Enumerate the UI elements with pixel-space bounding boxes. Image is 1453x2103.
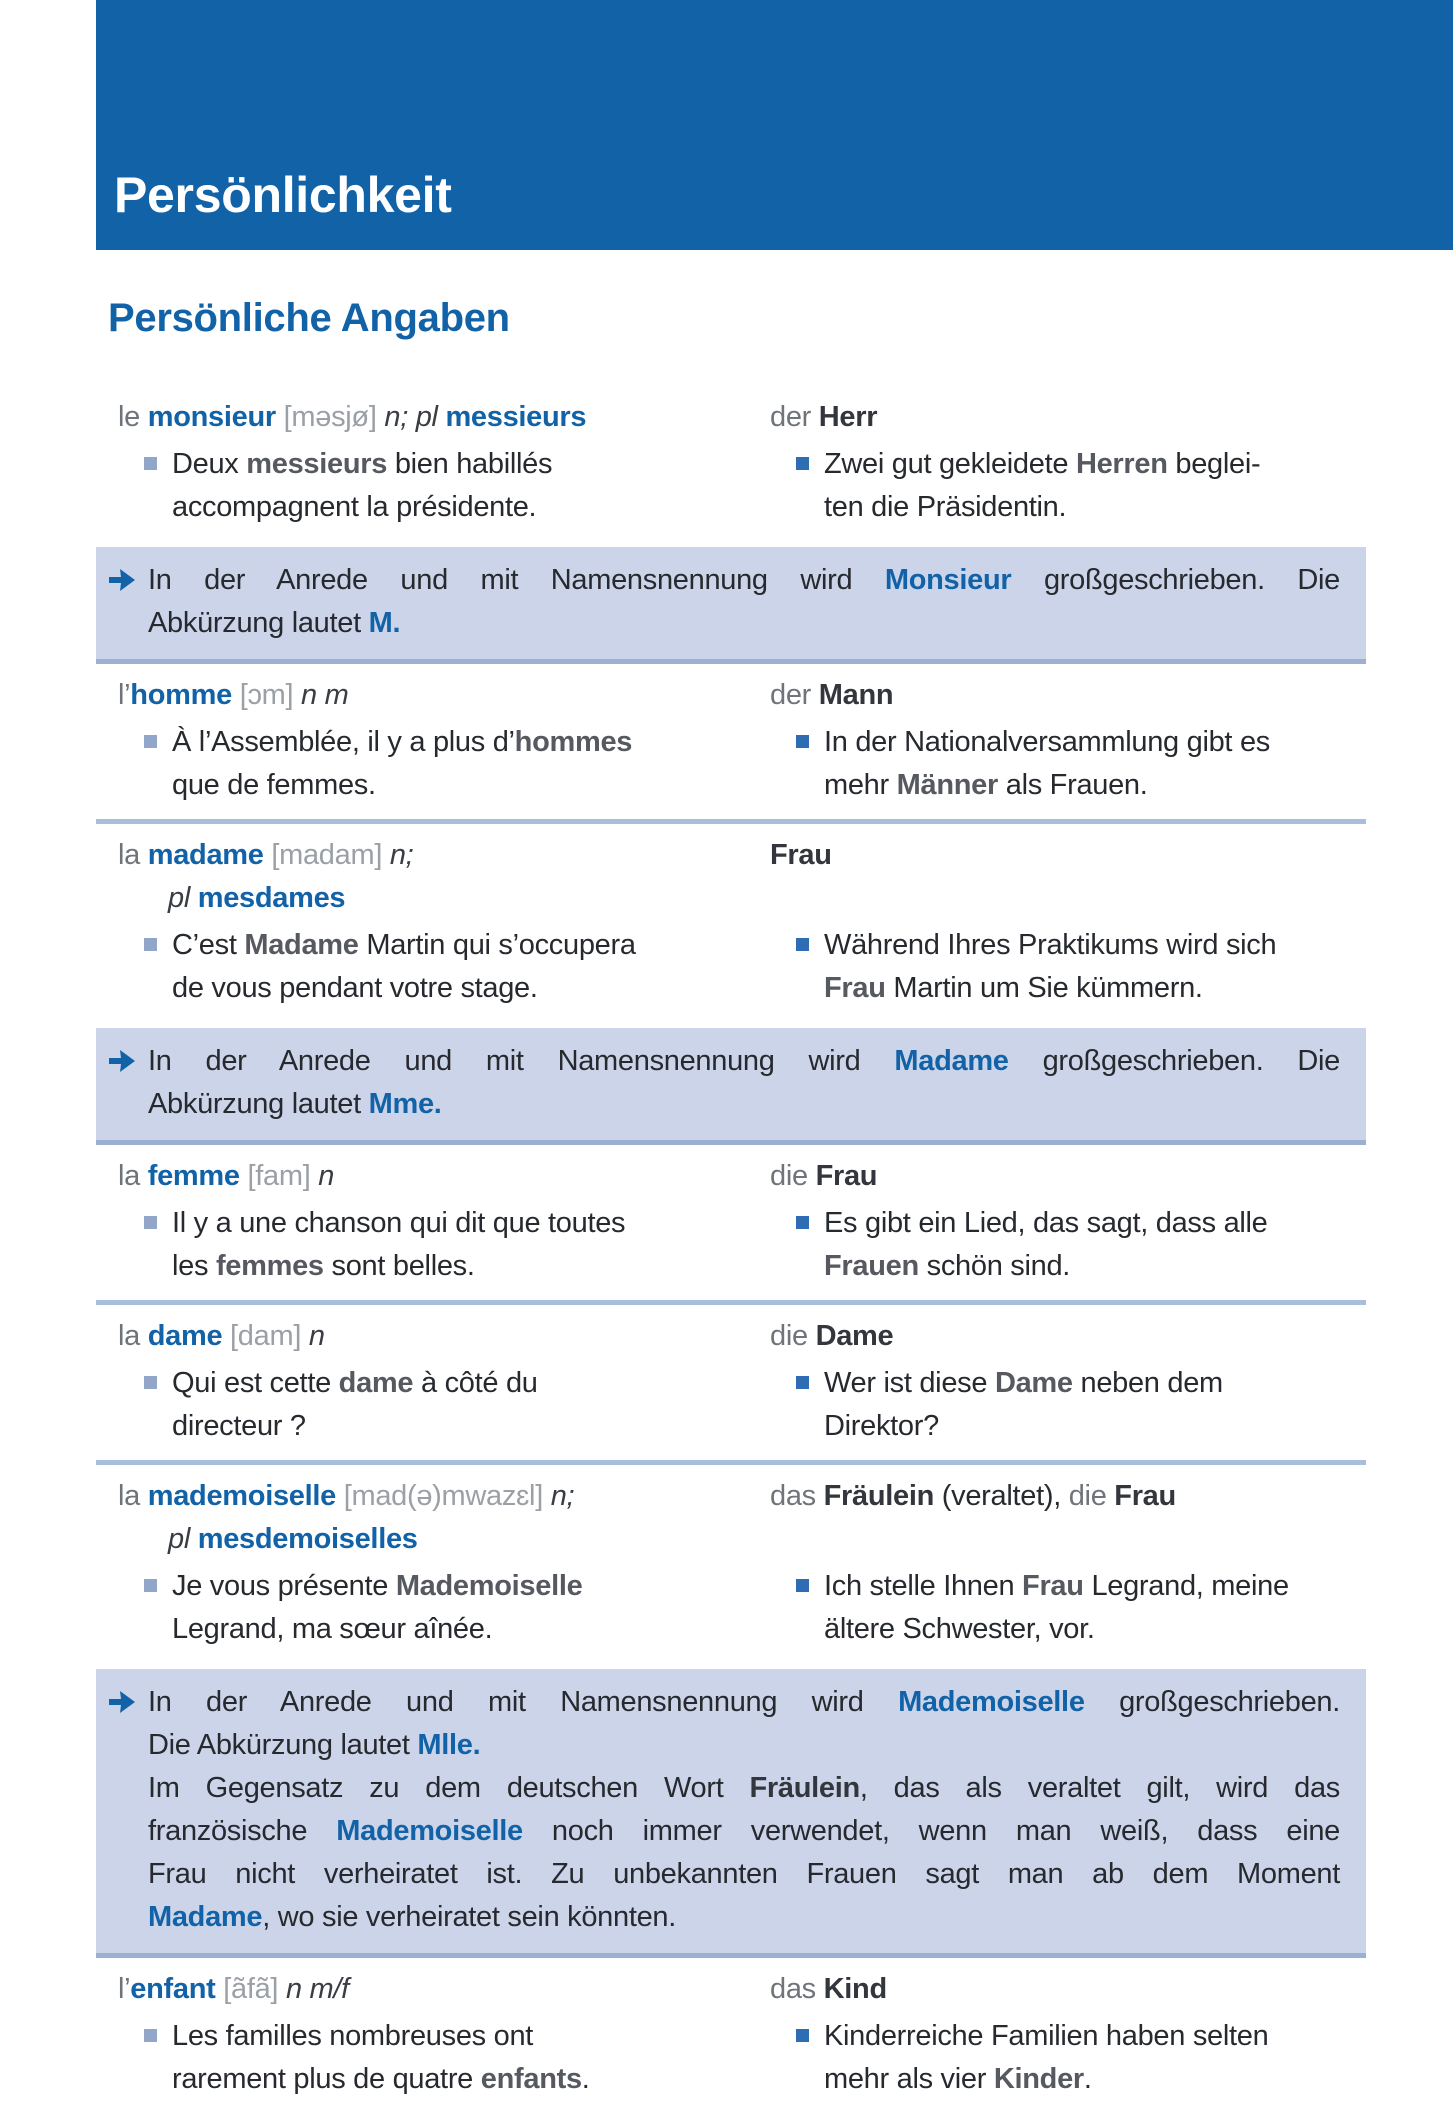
text-segment: Mme. xyxy=(368,1088,442,1120)
text-segment: Mademoiselle xyxy=(898,1686,1085,1718)
example-line xyxy=(118,443,748,486)
text-segment: messieurs xyxy=(445,401,587,433)
text-segment: Fräulein xyxy=(749,1772,860,1804)
text-segment: le xyxy=(118,401,148,433)
dictionary-entry xyxy=(96,1145,1366,1300)
headword-line xyxy=(770,1155,1366,1198)
note-line xyxy=(148,1853,1340,1896)
text-segment: Abkürzung lautet xyxy=(148,1088,369,1120)
text-segment: schön sind. xyxy=(918,1250,1071,1282)
text-segment: la xyxy=(118,1480,148,1512)
text-segment: Les familles nombreuses ont xyxy=(172,2020,534,2052)
example-line xyxy=(770,721,1366,764)
text-segment: C’est xyxy=(172,929,245,961)
note-text xyxy=(148,559,1340,645)
text-segment: Ich stelle Ihnen xyxy=(824,1570,1023,1602)
entry-column-de xyxy=(770,1968,1366,2101)
example-line xyxy=(118,1202,748,1245)
entry-column-fr xyxy=(118,1475,748,1651)
example-block xyxy=(118,1565,748,1651)
square-bullet-icon xyxy=(144,1579,157,1592)
entry-column-de xyxy=(770,834,1366,1010)
text-segment: Dame xyxy=(815,1320,894,1352)
headword-line xyxy=(118,1155,748,1198)
text-segment: Wer ist diese xyxy=(824,1367,995,1399)
text-segment: mehr xyxy=(824,769,897,801)
text-segment: femmes xyxy=(215,1250,324,1282)
text-segment: mademoiselle xyxy=(147,1480,336,1512)
text-segment: großgeschrieben. Die xyxy=(1008,1045,1340,1077)
chapter-header-bar xyxy=(96,0,1453,250)
example-block xyxy=(118,721,748,807)
note-line xyxy=(148,1810,1340,1853)
headword-line xyxy=(118,674,748,717)
text-segment: enfants xyxy=(480,2063,582,2095)
example-line xyxy=(118,1608,748,1651)
text-segment: [mad(ə)mwazɛl] xyxy=(335,1480,551,1512)
text-segment: Mademoiselle xyxy=(336,1815,523,1847)
text-segment: Martin um Sie kümmern. xyxy=(885,972,1203,1004)
text-segment: [ãfã] xyxy=(215,1973,286,2005)
text-segment: la xyxy=(118,1320,148,1352)
example-block xyxy=(118,924,748,1010)
note-line xyxy=(148,559,1340,602)
example-line xyxy=(770,764,1366,807)
text-segment: Frau xyxy=(824,972,886,1004)
headword-line xyxy=(118,396,748,439)
text-segment: noch immer verwendet, wenn man weiß, dass eine xyxy=(522,1815,1340,1847)
text-segment: n xyxy=(308,1320,325,1352)
example-line xyxy=(118,721,748,764)
example-line xyxy=(770,2015,1366,2058)
square-bullet-icon xyxy=(796,938,809,951)
headword-line xyxy=(770,674,1366,717)
note-arrow-icon xyxy=(108,1681,148,1939)
text-segment: [məsjø] xyxy=(275,401,385,433)
entry-column-fr xyxy=(118,834,748,1010)
dictionary-entry xyxy=(96,1305,1366,1460)
text-segment: hommes xyxy=(514,726,633,758)
text-segment: Kinder xyxy=(993,2063,1084,2095)
example-block xyxy=(770,443,1366,529)
section-title: Persönliche Angaben xyxy=(108,296,510,340)
text-segment: Herr xyxy=(818,401,878,433)
text-segment: (veraltet), xyxy=(934,1480,1069,1512)
square-bullet-icon xyxy=(796,1579,809,1592)
example-block xyxy=(118,1202,748,1288)
text-segment: M. xyxy=(368,607,401,639)
text-segment: Frau xyxy=(1022,1570,1084,1602)
text-segment: Qui est cette xyxy=(172,1367,339,1399)
text-segment: Frau nicht verheiratet ist. Zu unbekannten Frauen sagt man ab dem Moment xyxy=(148,1858,1340,1890)
example-block xyxy=(118,443,748,529)
content xyxy=(96,386,1366,2103)
entry-column-de xyxy=(770,674,1366,807)
text-segment: Madame xyxy=(244,929,359,961)
example-line xyxy=(770,967,1366,1010)
text-segment: enfant xyxy=(130,1973,216,2005)
text-segment: À l’Assemblée, il y a plus d’ xyxy=(172,726,515,758)
text-segment: madame xyxy=(147,839,264,871)
example-line xyxy=(770,1608,1366,1651)
text-segment: Die Abkürzung lautet xyxy=(148,1729,418,1761)
square-bullet-icon xyxy=(796,457,809,470)
example-line xyxy=(770,924,1366,967)
note-line xyxy=(148,1767,1340,1810)
text-segment: . xyxy=(1083,2063,1092,2095)
note-line xyxy=(148,1724,1340,1767)
text-segment: [fam] xyxy=(239,1160,319,1192)
info-note-box xyxy=(96,1028,1366,1145)
entry-column-fr xyxy=(118,396,748,529)
example-block xyxy=(770,1362,1366,1448)
example-block xyxy=(770,2015,1366,2101)
square-bullet-icon xyxy=(796,735,809,748)
text-segment: sont belles. xyxy=(323,1250,475,1282)
example-line xyxy=(770,486,1366,529)
entry-column-de xyxy=(770,1315,1366,1448)
example-line xyxy=(118,1362,748,1405)
text-segment: Im Gegensatz zu dem deutschen Wort xyxy=(148,1772,750,1804)
text-segment: dame xyxy=(147,1320,223,1352)
text-segment: . xyxy=(581,2063,590,2095)
info-note-box xyxy=(96,1669,1366,1958)
note-line xyxy=(148,1896,1340,1939)
headword-line xyxy=(118,1475,748,1518)
text-segment: ten die Präsidentin. xyxy=(824,491,1067,523)
square-bullet-icon xyxy=(144,1216,157,1229)
text-segment: pl xyxy=(168,882,198,914)
square-bullet-icon xyxy=(796,1376,809,1389)
example-line xyxy=(770,1565,1366,1608)
text-segment: Frauen xyxy=(824,1250,919,1282)
info-note-box xyxy=(96,547,1366,664)
note-line xyxy=(148,1040,1340,1083)
text-segment: n m xyxy=(301,679,349,711)
headword-line xyxy=(118,1968,748,2011)
text-segment: Kind xyxy=(823,1973,887,2005)
headword-line xyxy=(118,877,748,920)
text-segment: [ɔm] xyxy=(231,679,302,711)
text-segment: In der Nationalversammlung gibt es xyxy=(824,726,1270,758)
note-line xyxy=(148,602,1340,645)
square-bullet-icon xyxy=(796,2029,809,2042)
example-line xyxy=(118,2015,748,2058)
square-bullet-icon xyxy=(144,735,157,748)
example-line xyxy=(118,967,748,1010)
text-segment: l’ xyxy=(118,679,131,711)
example-line xyxy=(118,486,748,529)
dictionary-entry xyxy=(96,824,1366,1022)
square-bullet-icon xyxy=(144,457,157,470)
example-line xyxy=(770,443,1366,486)
text-segment: Dame xyxy=(994,1367,1073,1399)
example-line xyxy=(770,1245,1366,1288)
dictionary-entry xyxy=(96,664,1366,819)
text-segment: dame xyxy=(338,1367,414,1399)
text-segment: die xyxy=(770,1160,816,1192)
text-segment: die xyxy=(1068,1480,1115,1512)
example-block xyxy=(770,1202,1366,1288)
entry-column-de xyxy=(770,396,1366,529)
text-segment: n xyxy=(318,1160,335,1192)
text-segment: n; xyxy=(389,839,414,871)
headword-line xyxy=(770,1968,1366,2011)
text-segment: als Frauen. xyxy=(997,769,1148,801)
example-line xyxy=(118,1405,748,1448)
text-segment: les xyxy=(172,1250,216,1282)
text-segment: Es gibt ein Lied, das sagt, dass alle xyxy=(824,1207,1268,1239)
text-segment: ältere Schwester, vor. xyxy=(824,1613,1095,1645)
note-text xyxy=(148,1040,1340,1126)
example-block xyxy=(118,2015,748,2101)
headword-line xyxy=(770,396,1366,439)
example-line xyxy=(118,2058,748,2101)
text-segment: que de femmes. xyxy=(172,769,376,801)
text-segment: neben dem xyxy=(1072,1367,1223,1399)
text-segment: Mademoiselle xyxy=(395,1570,583,1602)
example-line xyxy=(118,924,748,967)
entry-column-de xyxy=(770,1475,1366,1651)
text-segment: Frau xyxy=(815,1160,878,1192)
entry-column-fr xyxy=(118,674,748,807)
text-segment: großgeschrieben. xyxy=(1084,1686,1340,1718)
text-segment: mesdames xyxy=(197,882,346,914)
text-segment: Kinderreiche Familien haben selten xyxy=(824,2020,1269,2052)
text-segment: de vous pendant votre stage. xyxy=(172,972,538,1004)
headword-line xyxy=(118,834,748,877)
text-segment: beglei- xyxy=(1167,448,1261,480)
text-segment: der xyxy=(770,679,819,711)
text-segment: Deux xyxy=(172,448,247,480)
headword-line xyxy=(770,834,1366,877)
text-segment: Mlle. xyxy=(417,1729,481,1761)
note-line xyxy=(148,1083,1340,1126)
example-line xyxy=(770,1202,1366,1245)
entry-column-fr xyxy=(118,1315,748,1448)
example-line xyxy=(770,2058,1366,2101)
note-line xyxy=(148,1681,1340,1724)
example-block xyxy=(770,924,1366,1010)
example-line xyxy=(118,1565,748,1608)
text-segment: homme xyxy=(130,679,232,711)
text-segment: Mann xyxy=(818,679,894,711)
text-segment: l’ xyxy=(118,1973,131,2005)
text-segment: à côté du xyxy=(413,1367,538,1399)
text-segment: pl xyxy=(168,1523,198,1555)
text-segment: Madame xyxy=(148,1901,263,1933)
text-segment: Frau xyxy=(770,839,832,871)
entry-column-fr xyxy=(118,1968,748,2101)
chapter-title: Persönlichkeit xyxy=(114,167,452,223)
note-arrow-icon xyxy=(108,1040,148,1126)
headword-line xyxy=(118,1315,748,1358)
text-segment: la xyxy=(118,1160,148,1192)
text-segment: In der Anrede und mit Namensnennung wird xyxy=(148,564,885,596)
text-segment: Legrand, ma sœur aînée. xyxy=(172,1613,493,1645)
text-segment: , das als veraltet gilt, wird das xyxy=(859,1772,1340,1804)
example-line xyxy=(118,1245,748,1288)
square-bullet-icon xyxy=(144,2029,157,2042)
text-segment: accompagnent la présidente. xyxy=(172,491,537,523)
text-segment: Männer xyxy=(896,769,998,801)
text-segment: [dam] xyxy=(222,1320,309,1352)
note-arrow-icon xyxy=(108,559,148,645)
note-text xyxy=(148,1681,1340,1939)
text-segment: großgeschrieben. Die xyxy=(1011,564,1341,596)
text-segment: die xyxy=(770,1320,816,1352)
text-segment: Herren xyxy=(1075,448,1168,480)
entry-column-de xyxy=(770,1155,1366,1288)
square-bullet-icon xyxy=(144,1376,157,1389)
text-segment: der xyxy=(770,401,819,433)
text-segment: Madame xyxy=(894,1045,1009,1077)
text-segment: rarement plus de quatre xyxy=(172,2063,481,2095)
text-segment: bien habillés xyxy=(387,448,553,480)
text-segment: Fräulein xyxy=(823,1480,935,1512)
headword-line xyxy=(118,1518,748,1561)
dictionary-entry xyxy=(96,1465,1366,1663)
text-segment: das xyxy=(770,1480,824,1512)
square-bullet-icon xyxy=(144,938,157,951)
text-segment: mehr als vier xyxy=(824,2063,994,2095)
example-line xyxy=(770,1362,1366,1405)
example-block xyxy=(770,721,1366,807)
headword-line xyxy=(770,1315,1366,1358)
text-segment: Zwei gut gekleidete xyxy=(824,448,1076,480)
text-segment: , wo sie verheiratet sein könnten. xyxy=(262,1901,677,1933)
text-segment: das xyxy=(770,1973,824,2005)
text-segment: Monsieur xyxy=(884,564,1012,596)
example-block xyxy=(118,1362,748,1448)
example-line xyxy=(770,1405,1366,1448)
text-segment: femme xyxy=(147,1160,240,1192)
text-segment: Direktor? xyxy=(824,1410,939,1442)
text-segment: messieurs xyxy=(246,448,388,480)
headword-line xyxy=(770,1475,1366,1518)
text-segment: n; pl xyxy=(384,401,446,433)
entry-column-fr xyxy=(118,1155,748,1288)
text-segment: n; xyxy=(550,1480,575,1512)
text-segment: [madam] xyxy=(263,839,390,871)
text-segment: Legrand, meine xyxy=(1083,1570,1289,1602)
text-segment: Je vous présente xyxy=(172,1570,396,1602)
text-segment: n m/f xyxy=(285,1973,349,2005)
text-segment: Il y a une chanson qui dit que toutes xyxy=(172,1207,626,1239)
text-segment: Martin qui s’occupera xyxy=(358,929,636,961)
text-segment: Frau xyxy=(1114,1480,1176,1512)
text-segment: In der Anrede und mit Namensnennung wird xyxy=(148,1686,899,1718)
example-block xyxy=(770,1565,1366,1651)
text-segment: mesdemoiselles xyxy=(197,1523,418,1555)
text-segment: la xyxy=(118,839,148,871)
example-line xyxy=(118,764,748,807)
text-segment: Während Ihres Praktikums wird sich xyxy=(824,929,1277,961)
text-segment: monsieur xyxy=(147,401,276,433)
dictionary-entry xyxy=(96,1958,1366,2103)
square-bullet-icon xyxy=(796,1216,809,1229)
text-segment: französische xyxy=(148,1815,337,1847)
dictionary-entry xyxy=(96,386,1366,541)
text-segment: directeur ? xyxy=(172,1410,306,1442)
text-segment: Abkürzung lautet xyxy=(148,607,369,639)
text-segment: In der Anrede und mit Namensnennung wird xyxy=(148,1045,895,1077)
